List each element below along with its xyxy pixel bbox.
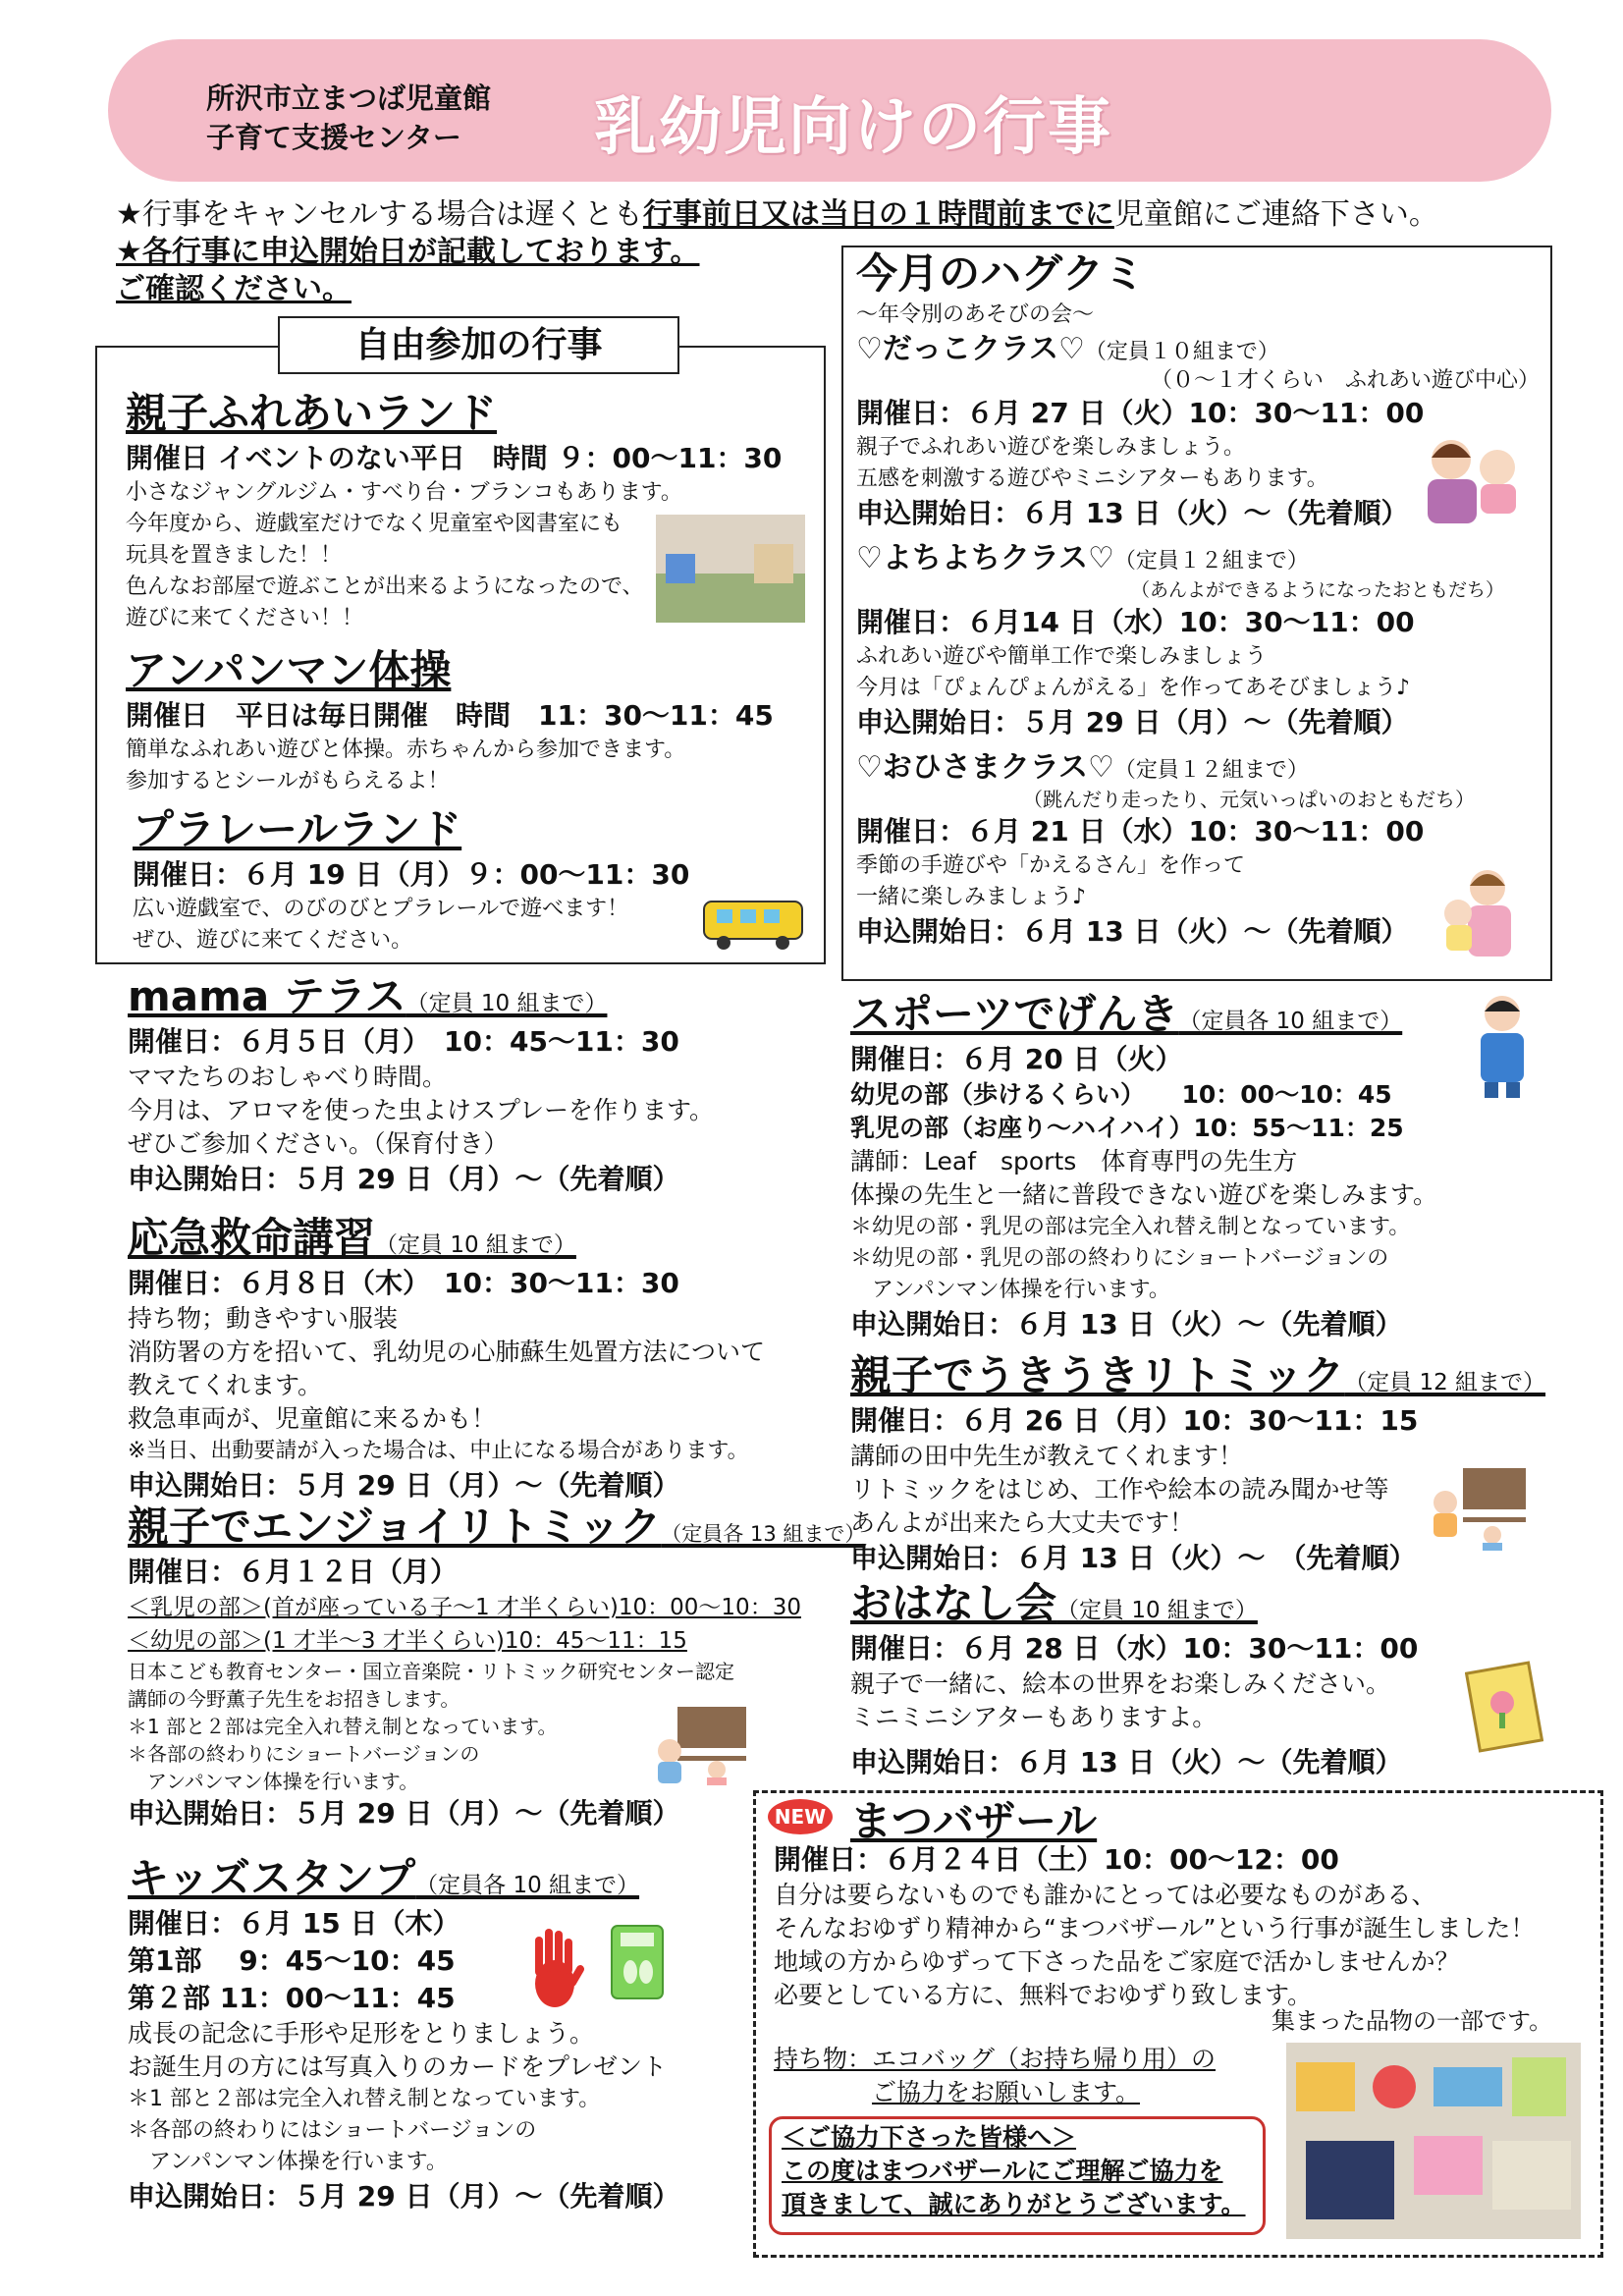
organization-name: 所沢市立まつば児童館 子育て支援センター [206, 82, 492, 154]
notice-block: ★行事をキャンセルする場合は遅くとも行事前日又は当日の１時間前までに児童館にご連絡下さい。 ★各行事に申込開始日が記載しております。 ご確認ください。 [116, 197, 1438, 306]
class-ohisama: ♡おひさまクラス♡（定員１２組まで） （跳んだり走ったり、元気いっぱいのおともだち） 開催日：６月 21 日（水）10：30～11：00 季節の手遊びや「かえるさん」を作って 一緒に楽しみましょう♪ 申込開始日：６月 13 日（火）～（先着順） [856, 750, 1475, 948]
playroom-photo [656, 515, 805, 623]
event-sports-genki: スポーツでげんき（定員各 10 組まで） 開催日：６月 20 日（火） 幼児の部（歩けるくらい） 10：00～10：45 乳児の部（お座り～ハイハイ）10：55～11：25 講師：Leaf sports 体育専門の先生方 体操の先生と一緒に普段できない遊びを楽しみます。 ＊幼児の部・乳児の部は完全入れ替え制となっています。 ＊幼児の部・乳児の部の終わりにショートバージョンの アンパンマン体操を行います。 申込開始日：６月 13 日（火）～（先着順） [850, 990, 1438, 1340]
bazaar-items-photo [1286, 2043, 1581, 2239]
page-title: 乳幼児向けの行事 [594, 91, 1112, 164]
footprint-card-icon [609, 1923, 668, 2007]
class-yochiyochi: ♡よちよちクラス♡（定員１２組まで） （あんよができるようになったおともだち） 開催日：６月14 日（水）10：30～11：00 ふれあい遊びや簡単工作で楽しみましょう 今月は「ぴょんぴょんがえる」を作ってあそびましょう♪ 申込開始日：５月 29 日（月）～（先着順） [856, 541, 1505, 738]
picture-book-icon [1465, 1660, 1543, 1757]
event-oyako-fureai: 親子ふれあいランド 開催日 イベントのない平日 時間 ９：00～11：30 小さなジャングルジム・すべり台・ブランコもあります。 今年度から、遊戯室だけでなく児童室や図書室にも 玩具を置きました！！ 色んなお部屋で遊ぶことが出来るようになったので、 遊びに来てください！！ [126, 389, 783, 630]
mother-child-illustration [1429, 864, 1527, 966]
hagukumi-content: 今月のハグクミ ～年令別のあそびの会～ ♡だっこクラス♡（定員１０組まで） （０～１才くらい ふれあい遊び中心） 開催日：６月 27 日（火）10：30～11：00 親子でふれあい遊びを楽しみましょう。 五感を刺激する遊びやミニシアターもあります。 申込開始日：６月 13 日（火）～（先着順） ♡よちよちクラス♡（定員１２組まで） （あんよができるようになったおともだち） 開催日：６月14 日（水）10：30～11：00 ふれあい遊びや簡単工作で楽しみましょう 今月は「ぴょんぴょんがえる」を作ってあそびましょう♪ 申込開始日：５月 29 日（月）～（先着順） ♡おひさまクラス♡（定員１２組まで） （跳んだり走ったり、元気いっぱいのおともだち） 開催日：６月 21 日（水）10：30～11：00 季節の手遊びや「かえるさん」を作って 一緒に楽しみましょう♪ 申込開始日：６月 13 日（火）～（先着順） [856, 248, 1543, 951]
event-ohanashi-kai: おはなし会（定員 10 組まで） 開催日：６月 28 日（水）10：30～11：00 親子で一緒に、絵本の世界をお楽しみください。 ミニミニシアターもありますよ。 申込開始日：６月 13 日（火）～（先着順） [850, 1579, 1419, 1778]
train-icon [699, 892, 807, 957]
mother-baby-illustration [1414, 430, 1532, 532]
photo-caption: 集まった品物の一部です。 [1271, 2007, 1553, 2035]
new-badge: NEW [768, 1799, 833, 1834]
event-first-aid: 応急救命講習（定員 10 組まで） 開催日：６月８日（木） 10：30～11：30 持ち物；動きやすい服装 消防署の方を招いて、乳幼児の心肺蘇生処置方法について 教えてくれます。 救急車両が、児童館に来るかも！ ※当日、出動要請が入った場合は、中止になる場合があります。 申込開始日：５月 29 日（月）～（先着順） [128, 1214, 766, 1502]
event-anpanman-taiso: アンパンマン体操 開催日 平日は毎日開催 時間 11：30～11：45 簡単なふれあい遊びと体操。赤ちゃんから参加できます。 参加するとシールがもらえるよ！ [126, 646, 774, 793]
coach-illustration [1463, 992, 1542, 1104]
handprint-icon [525, 1925, 584, 2017]
piano-kids-illustration [648, 1697, 756, 1789]
piano-kids-illustration-2 [1424, 1458, 1532, 1556]
event-enjoy-rhythmic: 親子でエンジョイリトミック（定員各 13 組まで） 開催日：６月１２日（月） ＜乳児の部＞(首が座っている子～1 才半くらい)10：00～10：30 ＜幼児の部＞(1 才半～3 才半くらい)10：45～11：15 日本こども教育センター・国立音楽院・リトミック研究センター認定 講師の今野薫子先生をお招きします。 ＊1 部と２部は完全入れ替え制となっています。 ＊各部の終わりにショートバージョンの アンパンマン体操を行います。 申込開始日：５月 29 日（月）～（先着順） [128, 1503, 866, 1830]
event-ukiuki-rhythmic: 親子でうきうきリトミック（定員 12 組まで） 開催日：６月 26 日（月）10：30～11：15 講師の田中先生が教えてくれます！ リトミックをはじめ、工作や絵本の読み聞かせ等 あんよが出来たら大丈夫です！ 申込開始日：６月 13 日（火）～ （先着順） [850, 1351, 1546, 1574]
event-plarail-land: プラレールランド 開催日：６月 19 日（月）９：00～11：30 広い遊戯室で、のびのびとプラレールで遊べます！ ぜひ、遊びに来てください。 [133, 805, 690, 953]
class-dakko: ♡だっこクラス♡（定員１０組まで） （０～１才くらい ふれあい遊び中心） 開催日：６月 27 日（火）10：30～11：00 親子でふれあい遊びを楽しみましょう。 五感を刺激する遊びやミニシアターもあります。 申込開始日：６月 13 日（火）～（先着順） [856, 332, 1541, 529]
bazaar-content: 開催日：６月２４日（土）10：00～12：00 自分は要らないものでも誰かにとっては必要なものがある、 そんなおゆずり精神から“まつバザール”という行事が誕生しました！ 地域の方からゆずって下さった品をご家庭で活かしませんか？ 必要としている方に、無料でおゆずり致します。 [774, 1843, 1536, 2009]
free-events-label: 自由参加の行事 [278, 316, 679, 374]
event-kids-stamp: キッズスタンプ（定員各 10 組まで） 開催日：６月 15 日（木） 第1部 9：45～10：45 第２部 11：00～11：45 成長の記念に手形や足形をとりましょう。 お誕生月の方には写真入りのカードをプレゼント ＊1 部と２部は完全入れ替え制となっています。 ＊各部の終わりにはショートバージョンの アンパンマン体操を行います。 申込開始日：５月 29 日（月）～（先着順） [128, 1854, 680, 2213]
thanks-box: ＜ご協力下さった皆様へ＞ この度はまつバザールにご理解ご協力を 頂きまして、誠にありがとうございます。 [769, 2116, 1266, 2235]
bazaar-title: まつバザール [850, 1797, 1098, 1845]
bring-items: 持ち物：エコバッグ（お持ち帰り用）の ご協力をお願いします。 [774, 2045, 1217, 2106]
event-mama-terrace: mama テラス（定員 10 組まで） 開催日：６月５日（月） 10：45～11：30 ママたちのおしゃべり時間。 今月は、アロマを使った虫よけスプレーを作ります。 ぜひご参加ください。（保育付き） 申込開始日：５月 29 日（月）～（先着順） [128, 972, 715, 1195]
